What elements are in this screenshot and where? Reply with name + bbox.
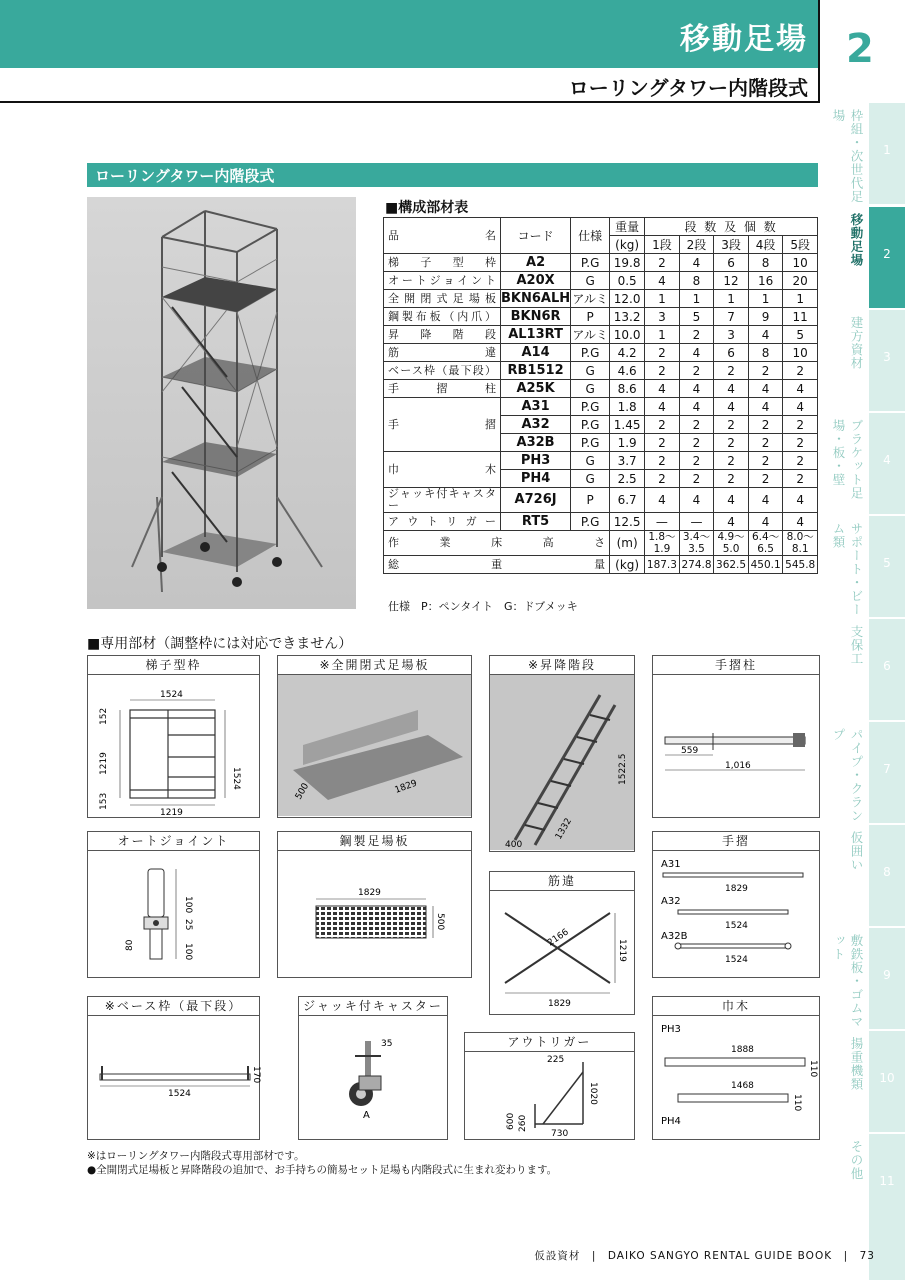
toe-d1: 1888 — [731, 1045, 754, 1055]
floor-height-value: 8.0～8.1 — [783, 531, 818, 556]
part-weight: 1.8 — [610, 398, 645, 416]
part-weight: 12.0 — [610, 290, 645, 308]
part-qty: 4 — [645, 272, 680, 290]
part-spec: P.G — [571, 398, 610, 416]
table-row — [384, 308, 818, 326]
part-qty: 1 — [645, 326, 680, 344]
page-subtitle: ローリングタワー内階段式 — [568, 76, 808, 100]
part-qty: 4 — [783, 380, 818, 398]
part-code: A20X — [501, 272, 571, 290]
part-qty: 2 — [783, 416, 818, 434]
handrail-a32b: A32B — [661, 931, 688, 942]
ladder-dim-top: 152 — [99, 707, 109, 725]
outrigger-dim-b: 260 — [518, 1114, 528, 1132]
part-spec: アルミ — [572, 327, 608, 342]
part-qty: 7 — [714, 308, 749, 326]
part-qty: 4 — [645, 398, 680, 416]
part-qty: 5 — [679, 308, 714, 326]
part-code: PH4 — [501, 470, 571, 488]
side-tab-label: 仮囲い — [849, 831, 864, 872]
ladder-dim-bottom: 153 — [99, 792, 109, 810]
side-tab-label: 支保工 — [849, 625, 864, 666]
part-spec: G — [571, 452, 610, 470]
base-frame-title: ※ベース枠（最下段） — [88, 997, 259, 1016]
table-row — [384, 344, 818, 362]
handrail-d1: 1829 — [725, 884, 748, 894]
side-tab-1[interactable] — [831, 103, 905, 204]
total-weight-value: 187.3 — [645, 556, 680, 574]
auto-joint-box — [87, 831, 260, 978]
outrigger-dim-top: 225 — [547, 1055, 565, 1065]
post-dim-long: 1,016 — [725, 761, 751, 771]
side-tab-10[interactable] — [849, 1031, 905, 1132]
part-qty: 1 — [783, 290, 818, 308]
part-qty: 2 — [679, 326, 714, 344]
part-name: 手摺 — [384, 398, 501, 452]
part-spec: G — [571, 470, 610, 488]
part-qty: 4 — [783, 488, 818, 513]
part-code: A25K — [501, 380, 571, 398]
part-name: 巾木 — [384, 452, 501, 488]
parts-table — [383, 217, 818, 574]
handrail-post-box — [652, 655, 820, 818]
part-spec: P.G — [571, 416, 610, 434]
handrail-d2: 1524 — [725, 921, 748, 931]
part-qty: 8 — [748, 254, 783, 272]
part-qty: 3 — [645, 308, 680, 326]
part-weight: 0.5 — [610, 272, 645, 290]
brace-dim-diag: 2166 — [546, 927, 571, 949]
part-qty: 4 — [679, 380, 714, 398]
toe-ph4: PH4 — [661, 1116, 681, 1127]
part-name: アウトリガー — [384, 513, 501, 531]
part-weight: 6.7 — [610, 488, 645, 513]
side-tab-number: 2 — [883, 247, 891, 261]
caster-diagram — [299, 1016, 447, 1138]
header-weight-unit: (kg) — [610, 236, 645, 254]
total-weight-unit: (kg) — [610, 556, 645, 574]
header-step: 1段 — [645, 236, 680, 254]
part-spec: P.G — [571, 254, 610, 272]
floor-height-label: 作 業 床 高 さ — [384, 531, 610, 556]
joint-dim-bottom: 100 — [183, 943, 193, 961]
caster-title: ジャッキ付キャスター — [299, 997, 447, 1016]
floor-height-unit: (m) — [610, 531, 645, 556]
part-code: A14 — [501, 344, 571, 362]
part-qty: 2 — [748, 416, 783, 434]
handrail-title: 手摺 — [653, 832, 819, 851]
special-parts-title: ■専用部材（調整枠には対応できません） — [87, 636, 353, 652]
part-qty: 2 — [645, 452, 680, 470]
part-code: RB1512 — [501, 362, 571, 380]
side-tab-label: その他 — [849, 1140, 864, 1181]
part-qty: 2 — [645, 470, 680, 488]
ladder-dim-width: 1524 — [160, 690, 183, 700]
deck-photo — [278, 675, 471, 816]
part-weight: 2.5 — [610, 470, 645, 488]
caster-dim-top: 35 — [381, 1039, 393, 1049]
side-tab-label: パイプ・クランプ — [831, 728, 864, 823]
ladder-frame-diagram — [88, 675, 259, 816]
part-qty: 1 — [714, 290, 749, 308]
handrail-a32: A32 — [661, 896, 681, 907]
joint-dim-mid: 25 — [183, 919, 193, 931]
outrigger-diagram — [465, 1052, 634, 1138]
part-qty: 4 — [714, 380, 749, 398]
brace-dim-height: 1219 — [617, 939, 627, 962]
part-qty: 2 — [645, 416, 680, 434]
stairs-dim-width: 400 — [505, 840, 523, 850]
part-qty: 4 — [714, 513, 749, 531]
side-tab-6[interactable] — [849, 619, 905, 720]
toe-d2: 110 — [808, 1060, 818, 1078]
header-step: 2段 — [679, 236, 714, 254]
side-tab-label: サポート・ビーム類 — [831, 522, 864, 617]
table-row — [384, 254, 818, 272]
part-qty: 2 — [714, 362, 749, 380]
total-weight-value: 362.5 — [714, 556, 749, 574]
part-name: 昇降階段 — [384, 326, 501, 344]
part-qty: 4 — [714, 488, 749, 513]
part-qty: 2 — [645, 344, 680, 362]
part-qty: 8 — [679, 272, 714, 290]
stairs-box — [489, 655, 635, 852]
part-qty: 2 — [645, 362, 680, 380]
part-qty: 4 — [679, 254, 714, 272]
auto-joint-diagram — [88, 851, 259, 976]
part-qty: 6 — [714, 344, 749, 362]
header-divider-horizontal — [0, 101, 820, 103]
joint-dim-low: 80 — [125, 939, 135, 951]
side-tab-3[interactable] — [849, 310, 905, 411]
part-name: 手摺柱 — [384, 380, 501, 398]
handrail-post-diagram — [653, 675, 819, 816]
table-row — [384, 452, 818, 470]
page-title: 移動足場 — [680, 22, 808, 57]
stairs-title: ※昇降階段 — [490, 656, 634, 675]
part-weight: 19.8 — [610, 254, 645, 272]
side-tab-number: 10 — [879, 1071, 895, 1085]
floor-height-value: 6.4～6.5 — [748, 531, 783, 556]
part-qty: 2 — [714, 452, 749, 470]
side-tab-number: 3 — [883, 350, 891, 364]
side-tab-9[interactable] — [831, 928, 905, 1029]
side-tab-number: 4 — [883, 453, 891, 467]
part-qty: 2 — [783, 452, 818, 470]
part-qty: 5 — [783, 326, 818, 344]
total-weight-value: 450.1 — [748, 556, 783, 574]
brace-title: 筋違 — [490, 872, 634, 891]
page-footer: 仮設資材 | DAIKO SANGYO RENTAL GUIDE BOOK | 73 — [534, 1250, 875, 1262]
steel-deck-title: 鋼製足場板 — [278, 832, 471, 851]
part-qty: 10 — [783, 254, 818, 272]
part-weight: 12.5 — [610, 513, 645, 531]
part-qty: 1 — [645, 290, 680, 308]
deck-title: ※全開閉式足場板 — [278, 656, 471, 675]
total-weight-label: 総 重 量 — [384, 556, 610, 574]
part-qty: 2 — [783, 470, 818, 488]
part-code: A32B — [501, 434, 571, 452]
part-qty: 2 — [783, 362, 818, 380]
rolling-tower-illustration — [87, 197, 356, 609]
caster-label-a: A — [363, 1110, 370, 1121]
toe-d3: 1468 — [731, 1081, 754, 1091]
part-qty: — — [679, 513, 714, 531]
total-weight-row — [384, 556, 818, 574]
part-name: 鋼製布板（内爪） — [384, 308, 501, 326]
steel-deck-diagram — [278, 851, 471, 976]
header-spec: 仕様 — [571, 218, 610, 254]
part-qty: 4 — [783, 513, 818, 531]
part-qty: 4 — [714, 398, 749, 416]
part-qty: 11 — [783, 308, 818, 326]
toe-d4: 110 — [792, 1094, 802, 1112]
base-dim-length: 1524 — [168, 1089, 191, 1099]
handrail-box — [652, 831, 820, 978]
part-qty: 4 — [679, 488, 714, 513]
part-qty: 2 — [748, 362, 783, 380]
part-qty: 4 — [679, 344, 714, 362]
header-name: 品 名 — [384, 218, 501, 254]
header-quantity: 段 数 及 個 数 — [645, 218, 818, 236]
brace-diagram — [490, 891, 634, 1013]
part-qty: — — [645, 513, 680, 531]
tower-photo — [87, 197, 356, 609]
outrigger-title: アウトリガー — [465, 1033, 634, 1052]
part-qty: 2 — [645, 254, 680, 272]
outrigger-box — [464, 1032, 635, 1140]
part-qty: 2 — [783, 434, 818, 452]
part-spec: P.G — [571, 513, 610, 531]
part-spec: P — [571, 488, 610, 513]
stairs-photo — [490, 675, 634, 850]
deck-dim-length: 1829 — [393, 778, 419, 796]
part-spec: G — [571, 362, 610, 380]
part-qty: 4 — [748, 326, 783, 344]
side-tab-label: ブラケット足場・板・壁 — [831, 419, 864, 500]
side-tab-2[interactable] — [849, 207, 905, 308]
part-qty: 4 — [748, 488, 783, 513]
part-qty: 2 — [679, 434, 714, 452]
handrail-post-title: 手摺柱 — [653, 656, 819, 675]
part-spec: P.G — [571, 434, 610, 452]
part-qty: 2 — [679, 362, 714, 380]
part-code: BKN6R — [501, 308, 571, 326]
part-spec: アルミ — [572, 291, 608, 306]
part-weight: 4.6 — [610, 362, 645, 380]
part-qty: 2 — [748, 470, 783, 488]
stairs-dim-height: 1522.5 — [618, 753, 628, 785]
part-qty: 2 — [714, 434, 749, 452]
outrigger-dim-height: 1020 — [588, 1082, 598, 1105]
table-row — [384, 290, 818, 308]
part-qty: 2 — [714, 470, 749, 488]
part-name: 筋違 — [384, 344, 501, 362]
handrail-diagram — [653, 851, 819, 976]
header-step: 5段 — [783, 236, 818, 254]
part-weight: 13.2 — [610, 308, 645, 326]
chapter-number: 2 — [846, 26, 874, 72]
brace-dim-width: 1829 — [548, 999, 571, 1009]
base-frame-box — [87, 996, 260, 1140]
table-row — [384, 272, 818, 290]
part-code: A726J — [501, 488, 571, 513]
part-qty: 4 — [679, 398, 714, 416]
part-qty: 4 — [645, 488, 680, 513]
deck-box — [277, 655, 472, 818]
floor-height-value: 1.8～1.9 — [645, 531, 680, 556]
toeboard-title: 巾木 — [653, 997, 819, 1016]
part-qty: 9 — [748, 308, 783, 326]
base-dim-height: 170 — [251, 1066, 261, 1084]
part-qty: 8 — [748, 344, 783, 362]
part-qty: 2 — [679, 452, 714, 470]
part-qty: 16 — [748, 272, 783, 290]
part-qty: 6 — [714, 254, 749, 272]
part-weight: 8.6 — [610, 380, 645, 398]
side-tab-5[interactable] — [831, 516, 905, 617]
handrail-d3: 1524 — [725, 955, 748, 965]
side-tab-label: 敷鉄板・ゴムマット — [831, 934, 864, 1029]
part-qty: 1 — [748, 290, 783, 308]
table-row — [384, 488, 818, 513]
side-tab-label: 建方資材 — [849, 316, 864, 370]
table-row — [384, 362, 818, 380]
part-qty: 20 — [783, 272, 818, 290]
table-row — [384, 380, 818, 398]
side-tab-8[interactable] — [849, 825, 905, 926]
part-qty: 2 — [645, 434, 680, 452]
part-qty: 2 — [714, 416, 749, 434]
floor-height-row — [384, 531, 818, 556]
steel-deck-box — [277, 831, 472, 978]
part-code: RT5 — [501, 513, 571, 531]
part-qty: 4 — [748, 513, 783, 531]
part-qty: 2 — [748, 452, 783, 470]
table-note: 仕様 P：ペンタイト G：ドブメッキ — [388, 600, 578, 613]
ladder-dim-height: 1219 — [99, 752, 109, 775]
part-weight: 10.0 — [610, 326, 645, 344]
base-frame-diagram — [88, 1016, 259, 1138]
toe-ph3: PH3 — [661, 1024, 681, 1035]
total-weight-value: 274.8 — [679, 556, 714, 574]
side-tab-number: 11 — [879, 1174, 895, 1188]
side-tab-label: 枠組・次世代足場 — [831, 109, 864, 204]
part-name: ベース枠（最下段） — [384, 362, 501, 380]
part-spec: G — [571, 380, 610, 398]
part-code: AL13RT — [501, 326, 571, 344]
part-qty: 2 — [679, 416, 714, 434]
part-code: BKN6ALH — [501, 290, 571, 306]
stairs-dim-length: 1332 — [553, 816, 575, 842]
side-tab-number: 9 — [883, 968, 891, 982]
part-qty: 4 — [783, 398, 818, 416]
part-qty: 2 — [679, 470, 714, 488]
table-row — [384, 513, 818, 531]
part-qty: 3 — [714, 326, 749, 344]
side-tab-number: 5 — [883, 556, 891, 570]
total-weight-value: 545.8 — [783, 556, 818, 574]
outrigger-dim-base: 730 — [551, 1129, 569, 1139]
part-qty: 4 — [645, 380, 680, 398]
header-code: コード — [501, 218, 571, 254]
part-spec: P — [571, 308, 610, 326]
part-name: オートジョイント — [384, 272, 501, 290]
part-code: A32 — [501, 416, 571, 434]
part-weight: 1.9 — [610, 434, 645, 452]
side-tab-label: 揚重機類 — [849, 1037, 864, 1091]
deck-dim-width: 500 — [293, 781, 312, 802]
post-dim-short: 559 — [681, 746, 699, 756]
side-tab-number: 1 — [883, 143, 891, 157]
header-divider-vertical — [818, 0, 820, 102]
part-weight: 3.7 — [610, 452, 645, 470]
part-spec: G — [571, 272, 610, 290]
joint-dim-top: 100 — [183, 896, 193, 914]
part-code: A2 — [501, 254, 571, 272]
header-step: 4段 — [748, 236, 783, 254]
part-code: A31 — [501, 398, 571, 416]
table-row — [384, 326, 818, 344]
part-qty: 1 — [679, 290, 714, 308]
steel-dim-width: 500 — [435, 913, 445, 931]
toeboard-diagram — [653, 1016, 819, 1138]
part-qty: 12 — [714, 272, 749, 290]
side-tab-number: 8 — [883, 865, 891, 879]
handrail-a31: A31 — [661, 859, 681, 870]
ladder-frame-box — [87, 655, 260, 818]
header-weight: 重量 — [610, 218, 645, 236]
part-code: PH3 — [501, 452, 571, 470]
side-tab-number: 6 — [883, 659, 891, 673]
part-weight: 4.2 — [610, 344, 645, 362]
side-tab-label: 移動足場 — [849, 213, 864, 267]
caster-box — [298, 996, 448, 1140]
auto-joint-title: オートジョイント — [88, 832, 259, 851]
steel-dim-length: 1829 — [358, 888, 381, 898]
part-name: ジャッキ付キャスター — [384, 488, 501, 513]
section-title: ローリングタワー内階段式 — [95, 167, 275, 185]
part-name: 梯子型枠 — [384, 254, 501, 272]
ladder-dim-right: 1524 — [231, 767, 241, 790]
part-spec: P.G — [571, 344, 610, 362]
brace-box — [489, 871, 635, 1015]
ladder-frame-title: 梯子型枠 — [88, 656, 259, 675]
part-weight: 1.45 — [610, 416, 645, 434]
note-2: ●全開閉式足場板と昇降階段の追加で、お手持ちの簡易セット足場も内階段式に生まれ変わります。 — [87, 1164, 558, 1176]
section-bar — [87, 163, 818, 187]
part-qty: 10 — [783, 344, 818, 362]
side-tab-7[interactable] — [831, 722, 905, 823]
floor-height-value: 4.9～5.0 — [714, 531, 749, 556]
table-row — [384, 398, 818, 416]
note-1: ※はローリングタワー内階段式専用部材です。 — [87, 1150, 305, 1162]
toeboard-box — [652, 996, 820, 1140]
header-step: 3段 — [714, 236, 749, 254]
part-qty: 4 — [748, 398, 783, 416]
side-tab-number: 7 — [883, 762, 891, 776]
side-tab-4[interactable] — [831, 413, 905, 514]
outrigger-dim-a: 600 — [506, 1112, 516, 1130]
part-qty: 4 — [748, 380, 783, 398]
floor-height-value: 3.4～3.5 — [679, 531, 714, 556]
part-name: 全開閉式足場板 — [384, 290, 501, 308]
part-qty: 2 — [748, 434, 783, 452]
ladder-dim-inner: 1219 — [160, 808, 183, 818]
parts-table-title: ■構成部材表 — [385, 200, 469, 216]
